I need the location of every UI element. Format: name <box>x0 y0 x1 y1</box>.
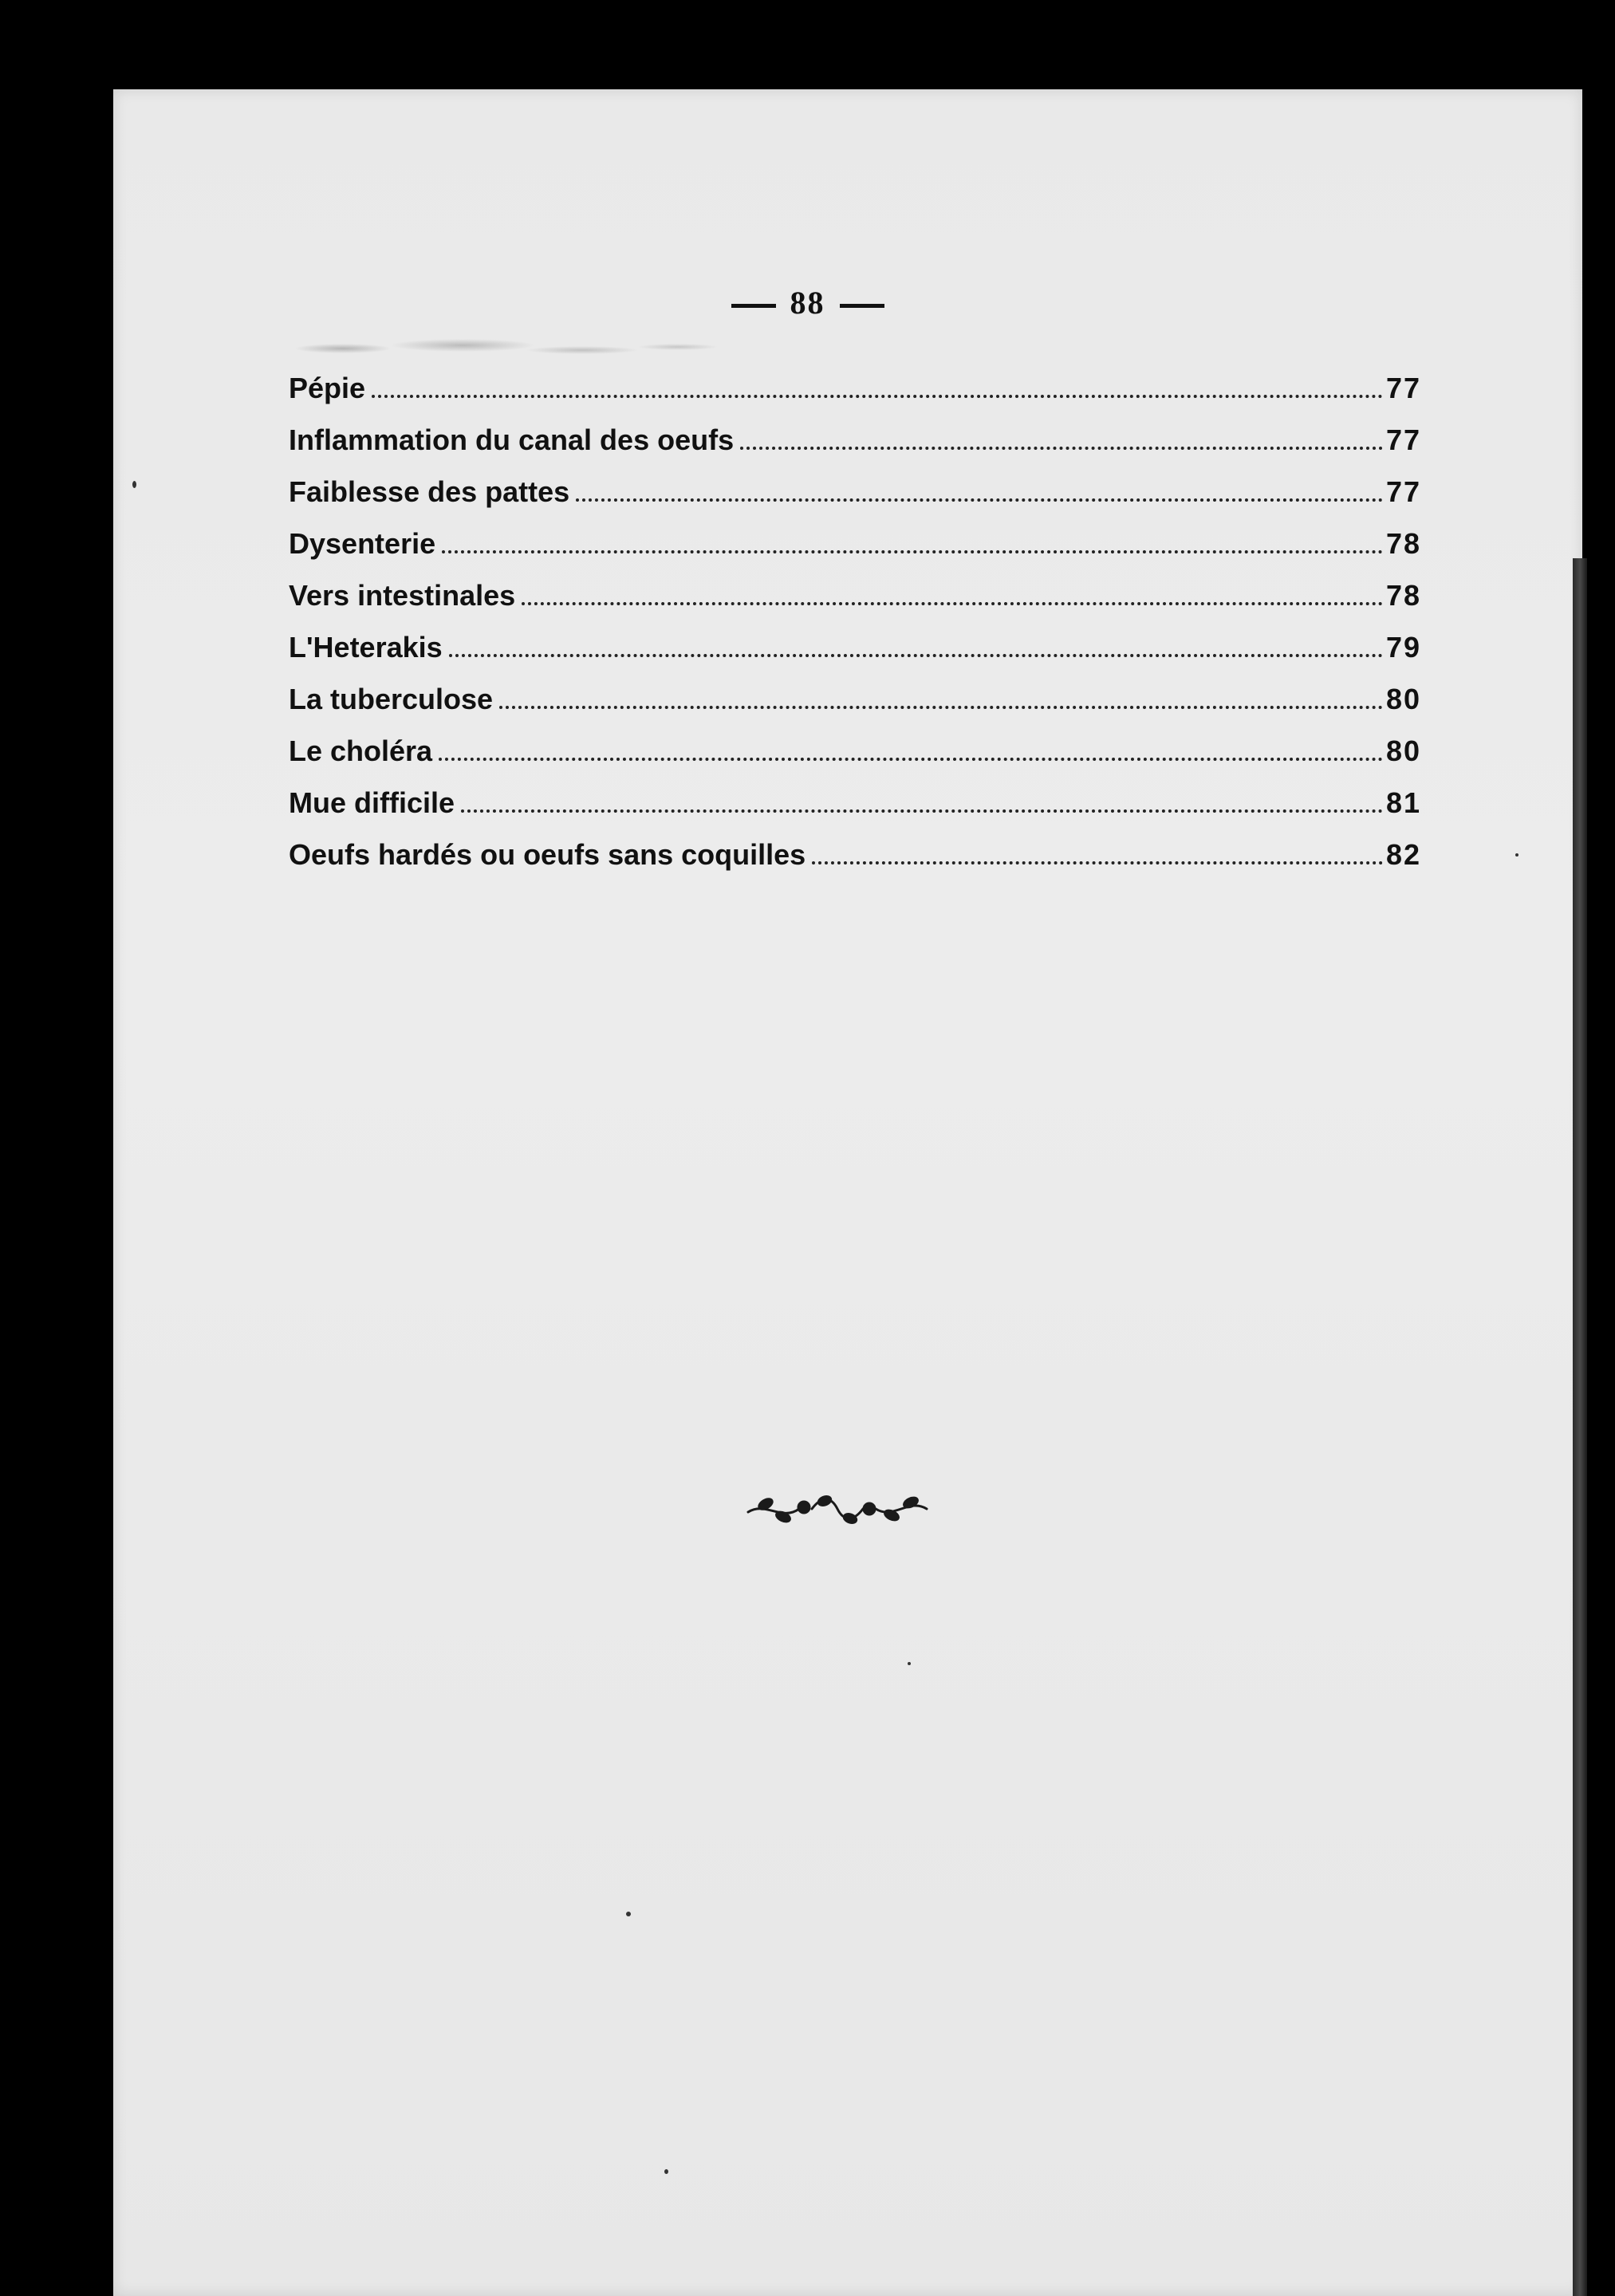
dot-leader <box>372 395 1383 398</box>
dust-speck <box>132 481 136 488</box>
toc-entry-page: 77 <box>1385 372 1421 404</box>
table-of-contents <box>289 372 1421 890</box>
toc-entry <box>289 734 1421 786</box>
dust-speck <box>1515 853 1518 857</box>
toc-entry <box>289 423 1421 475</box>
toc-entry-title: Inflammation du canal des oeufs <box>289 423 735 456</box>
page-number: 88 <box>790 285 825 321</box>
toc-entry <box>289 372 1421 423</box>
toc-entry-title: Faiblesse des pattes <box>289 475 570 508</box>
toc-entry-title: La tuberculose <box>289 683 494 715</box>
page-number-header <box>0 284 1615 321</box>
ink-smudge <box>279 331 726 363</box>
dot-leader <box>499 706 1383 709</box>
dot-leader <box>522 602 1383 605</box>
toc-entry <box>289 527 1421 579</box>
toc-entry <box>289 683 1421 734</box>
dot-leader <box>439 758 1383 761</box>
dot-leader <box>740 447 1383 450</box>
toc-entry-title: Mue difficile <box>289 786 455 819</box>
toc-entry-page: 78 <box>1385 527 1421 560</box>
toc-entry-title: Pépie <box>289 372 366 404</box>
dot-leader <box>812 861 1383 864</box>
dust-speck <box>626 1912 631 1916</box>
toc-entry-title: Oeufs hardés ou oeufs sans coquilles <box>289 838 806 871</box>
dust-speck <box>664 2169 668 2174</box>
toc-entry <box>289 838 1421 890</box>
dust-speck <box>908 1662 911 1665</box>
toc-entry-page: 80 <box>1385 683 1421 715</box>
toc-entry-page: 79 <box>1385 631 1421 664</box>
right-dash <box>840 304 884 308</box>
toc-entry-page: 82 <box>1385 838 1421 871</box>
toc-entry-title: Dysenterie <box>289 527 436 560</box>
toc-entry-title: Le choléra <box>289 734 433 767</box>
toc-entry-page: 81 <box>1385 786 1421 819</box>
toc-entry-page: 77 <box>1385 475 1421 508</box>
book-spine-edge <box>1573 558 1587 2296</box>
dot-leader <box>442 550 1383 553</box>
toc-entry <box>289 475 1421 527</box>
left-dash <box>731 304 776 308</box>
toc-entry <box>289 631 1421 683</box>
toc-entry <box>289 579 1421 631</box>
toc-entry-page: 78 <box>1385 579 1421 612</box>
toc-entry <box>289 786 1421 838</box>
dot-leader <box>461 809 1383 813</box>
dot-leader <box>576 498 1383 502</box>
toc-entry-title: L'Heterakis <box>289 631 443 664</box>
toc-entry-page: 77 <box>1385 423 1421 456</box>
toc-entry-page: 80 <box>1385 734 1421 767</box>
toc-entry-title: Vers intestinales <box>289 579 516 612</box>
dot-leader <box>449 654 1383 657</box>
floral-ornament-icon <box>742 1485 933 1533</box>
